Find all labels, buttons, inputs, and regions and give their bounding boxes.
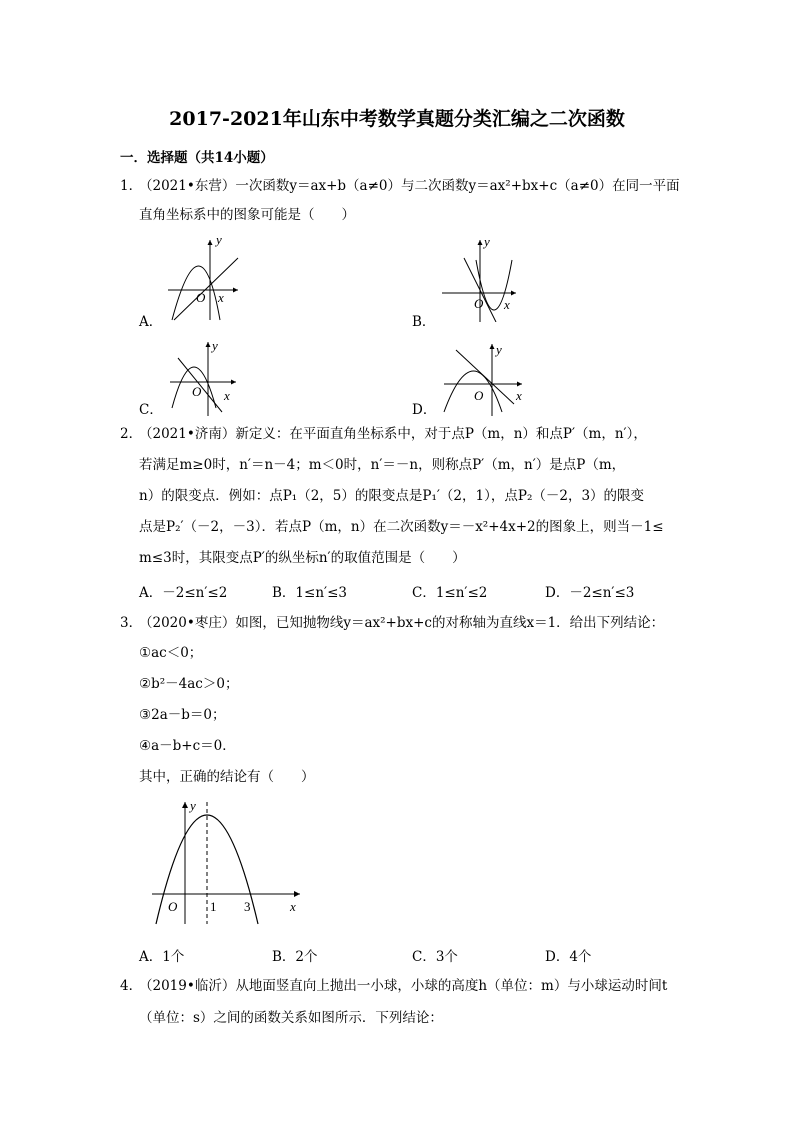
q1-graph-a: [160, 236, 240, 322]
q2-line3: n）的限变点．例如：点P₁（2，5）的限变点是P₁′（2，1），点P₂（－2，3）的限变: [139, 488, 645, 504]
y-axis-label: y: [484, 236, 490, 249]
origin-label: O: [192, 384, 202, 399]
q3-option-c: C．3个: [412, 949, 458, 965]
q2-option-a: A．－2≤n′≤2: [139, 585, 228, 601]
x-axis-arrow: [233, 288, 238, 293]
y-axis-label: y: [216, 236, 222, 247]
x-axis-label: x: [218, 290, 224, 305]
y-axis-arrow: [206, 342, 211, 347]
q3-conclusion-4: ④a－b+c＝0．: [139, 738, 236, 754]
q1-graph-b: [436, 236, 522, 322]
q3-option-d: D．4个: [545, 949, 592, 965]
x-axis-label: x: [290, 899, 296, 914]
straight-line: [456, 350, 514, 404]
q3-option-a: A．1个: [139, 949, 185, 965]
x-axis-arrow: [294, 891, 300, 897]
tick-label-3: 3: [244, 899, 251, 914]
q1-text-line1: （2021•东营）一次函数y＝ax+b（a≠0）与二次函数y＝ax²+bx+c（a≠0）在同一平面: [139, 178, 680, 194]
q3-conclusion-2: ②b²－4ac＞0；: [139, 676, 239, 692]
q3-text: （2020•枣庄）如图，已知抛物线y＝ax²+bx+c的对称轴为直线x＝1．给出下列结论：: [139, 615, 665, 631]
x-axis-arrow: [231, 380, 236, 385]
q1-graph-c: [164, 338, 244, 418]
x-axis-label: x: [504, 297, 510, 312]
tick-label-1: 1: [210, 899, 217, 914]
q1-option-d-label: D．: [412, 402, 437, 418]
y-axis-arrow: [490, 344, 495, 349]
q2-line5: m≤3时，其限变点P′的纵坐标n′的取值范围是（ ）: [139, 550, 466, 566]
y-axis-arrow: [478, 240, 483, 245]
q3-conclusion-3: ③2a－b＝0；: [139, 707, 226, 723]
q1-option-c-label: C．: [139, 402, 163, 418]
y-axis-label: y: [190, 798, 196, 813]
origin-label: O: [474, 296, 484, 311]
q3-parabola-graph: [140, 796, 306, 928]
q4-line2: （单位：s）之间的函数关系如图所示．下列结论：: [139, 1010, 443, 1026]
q2-number: 2．: [120, 426, 143, 442]
x-axis-arrow: [511, 291, 516, 296]
page-title: 2017-2021年山东中考数学真题分类汇编之二次函数: [169, 108, 625, 130]
y-axis-label: y: [212, 338, 218, 353]
q1-graph-d: [440, 338, 526, 418]
x-axis-label: x: [516, 388, 522, 403]
parabola: [444, 371, 502, 412]
q2-option-d: D．－2≤n′≤3: [545, 585, 635, 601]
y-axis-arrow: [182, 802, 188, 808]
q4-line1: （2019•临沂）从地面竖直向上抛出一小球，小球的高度h（单位：m）与小球运动时间t: [139, 978, 668, 994]
x-axis-label: x: [224, 388, 230, 403]
q3-number: 3．: [120, 615, 143, 631]
origin-label: O: [474, 388, 484, 403]
origin-label: O: [168, 899, 178, 914]
q2-option-c: C．1≤n′≤2: [412, 585, 488, 601]
q2-option-b: B．1≤n′≤3: [272, 585, 347, 601]
q1-option-b-label: B．: [412, 314, 436, 330]
q1-text-line2: 直角坐标系中的图象可能是（ ）: [139, 207, 355, 223]
y-axis-label: y: [496, 342, 502, 357]
q2-line2: 若满足m≥0时，n′＝n－4；m＜0时，n′＝－n，则称点P′（m，n′）是点P（m，: [139, 457, 626, 473]
q3-option-b: B．2个: [272, 949, 318, 965]
q1-option-a-label: A．: [139, 314, 163, 330]
straight-line: [174, 258, 238, 320]
origin-label: O: [196, 290, 206, 305]
q3-conclusion-1: ①ac＜0；: [139, 645, 203, 661]
q4-number: 4．: [120, 978, 143, 994]
q2-line1: （2021•济南）新定义：在平面直角坐标系中，对于点P（m，n）和点P′（m，n′），: [139, 426, 647, 442]
section-heading: 一．选择题（共14小题）: [120, 150, 274, 166]
q3-question: 其中，正确的结论有（ ）: [139, 769, 315, 785]
x-axis-arrow: [517, 382, 522, 387]
q1-number: 1．: [120, 178, 143, 194]
q2-line4: 点是P₂′（－2，－3）．若点P（m，n）在二次函数y＝－x²+4x+2的图象上，则当－1≤: [139, 519, 664, 535]
y-axis-arrow: [208, 240, 213, 245]
